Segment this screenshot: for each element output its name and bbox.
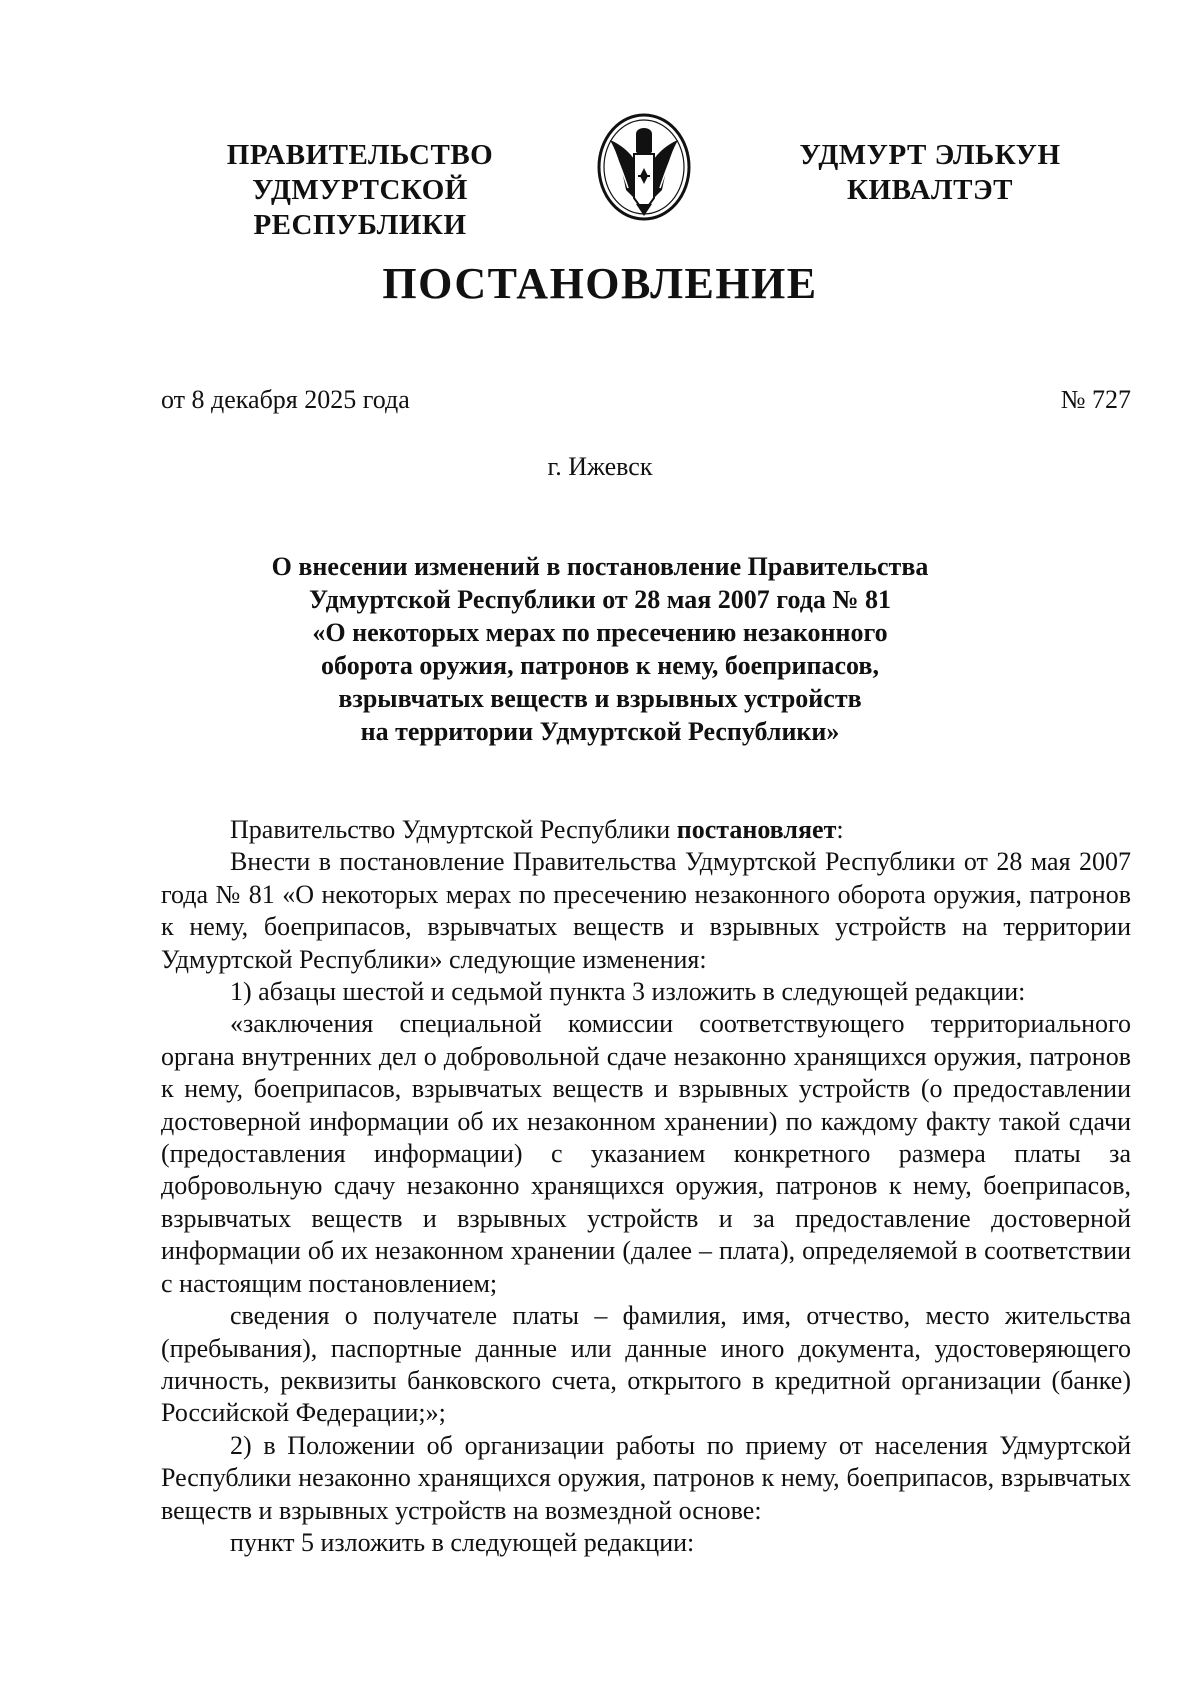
document-city: г. Ижевск [547, 452, 653, 481]
document-date: от 8 декабря 2025 года [161, 385, 410, 414]
body-paragraph: сведения о получателе платы – фамилия, имя, отчество, место жительства (пребывания), паспортные данные или данные иного документа, удостоверяющего личность, реквизиты банковского счета, открытого в кредитной организации (банке) Российской Федерации;»; [161, 1301, 1131, 1428]
date-number-line [161, 385, 1131, 415]
decree-verb: постановляет [676, 815, 837, 844]
body-paragraph: 1) абзацы шестой и седьмой пункта 3 изложить в следующей редакции: [230, 977, 1026, 1007]
document-type-heading: ПОСТАНОВЛЕНИЕ [382, 259, 818, 308]
title-line: Удмуртской Республики от 28 мая 2007 года № 81 [309, 585, 891, 614]
udmurt-coat-of-arms-icon [596, 112, 692, 222]
body-paragraph-decree [161, 814, 1131, 846]
government-name-udmurt [770, 138, 1090, 208]
header-right-line-2: КИВАЛТЭТ [846, 174, 1013, 206]
body-paragraph: Внести в постановление Правительства Удмуртской Республики от 28 мая 2007 года № 81 «О некоторых мерах по пресечению незаконного оборота оружия, патронов к нему, боеприпасов, взрывчатых веществ и взрывных устройств на территории Удмуртской Республики» следующие изменения: [161, 847, 1131, 974]
title-line: «О некоторых мерах по пресечению незаконного [312, 618, 888, 647]
title-line: на территории Удмуртской Республики» [360, 717, 840, 746]
document-number: № 727 [1060, 385, 1131, 414]
header-right-line-1: УДМУРТ ЭЛЬКУН [799, 139, 1061, 171]
header-left-line-2: УДМУРТСКОЙ РЕСПУБЛИКИ [252, 174, 468, 241]
title-line: оборота оружия, патронов к нему, боеприпасов, [321, 651, 879, 680]
body-paragraph: «заключения специальной комиссии соответствующего территориального органа внутренних дел о добровольной сдаче незаконно хранящихся оружия, патронов к нему, боеприпасов, взрывчатых веществ и взрывных устройств (о предоставлении достоверной информации об их незаконном хранении) по каждому факту такой сдачи (предоставления информации) с указанием конкретного размера платы за добровольную сдачу незаконно хранящихся оружия, патронов к нему, боеприпасов, взрывчатых веществ и взрывных устройств и за предоставление достоверной информации об их незаконном хранении (далее – плата), определяемой в соответствии с настоящим постановлением; [161, 1009, 1131, 1298]
body-paragraph: пункт 5 изложить в следующей редакции: [230, 1527, 695, 1557]
title-line: О внесении изменений в постановление Правительства [271, 552, 929, 581]
document-title [200, 550, 1000, 748]
body-paragraph: 2) в Положении об организации работы по приему от населения Удмуртской Республики незаконно хранящихся оружия, патронов к нему, боеприпасов, взрывчатых веществ и взрывных устройств на возмездной основе: [161, 1430, 1131, 1525]
document-body [161, 814, 1131, 1559]
decree-lead: Правительство Удмуртской Республики [230, 815, 677, 844]
decree-tail: : [836, 815, 844, 844]
title-line: взрывчатых веществ и взрывных устройств [338, 684, 862, 713]
government-name-russian [150, 138, 570, 243]
header-left-line-1: ПРАВИТЕЛЬСТВО [226, 139, 494, 171]
